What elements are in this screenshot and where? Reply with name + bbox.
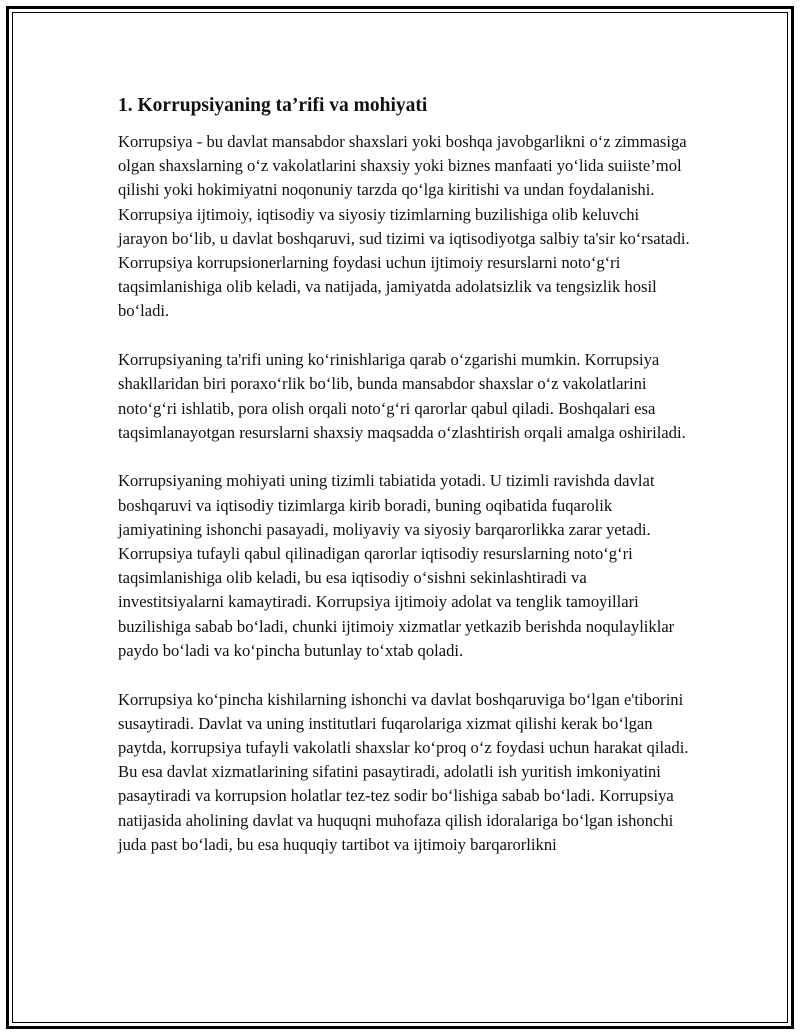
document-body — [118, 93, 690, 881]
section-heading: 1. Korrupsiyaning ta’rifi va mohiyati — [118, 95, 428, 116]
paragraph-trust: Korrupsiya ko‘pincha kishilarning ishonchi va davlat boshqaruviga bo‘lgan e'tiborini susaytiradi. Davlat va uning institutlari fuqarolariga xizmat qilishi kerak bo‘lgan paytda, korrupsiya tufayli vakolatli shaxslar ko‘proq o‘z foydasi uchun harakat qiladi. Bu esa davlat xizmatlarining sifatini pasaytiradi, adolatli ish yuritish imkoniyatini pasaytiradi va korrupsion holatlar tez-tez sodir bo‘lishiga sabab bo‘ladi. Korrupsiya natijasida aholining davlat va huquqni muhofaza qilish idoralariga bo‘lgan ishonchi juda past bo‘ladi, bu esa huquqiy tartibot va ijtimoiy barqarorlikni — [118, 689, 689, 854]
paragraph-definition: Korrupsiya - bu davlat mansabdor shaxslari yoki boshqa javobgarlikni o‘z zimmasiga olgan shaxslarning o‘z vakolatlarini shaxsiy yoki biznes manfaati yo‘lida suiiste’mol qilishi yoki hokimiyatni noqonuniy tarzda qo‘lga kiritishi va undan foydalanishi. Korrupsiya ijtimoiy, iqtisodiy va siyosiy tizimlarning buzilishiga olib keluvchi jarayon bo‘lib, u davlat boshqaruvi, sud tizimi va iqtisodiyotga salbiy ta'sir ko‘rsatadi. Korrupsiya korrupsionerlarning foydasi uchun ijtimoiy resurslarni noto‘g‘ri taqsimlanishiga olib keladi, va natijada, jamiyatda adolatsizlik va tengsizlik hosil bo‘ladi. — [118, 132, 690, 321]
paragraph-forms: Korrupsiyaning ta'rifi uning ko‘rinishlariga qarab o‘zgarishi mumkin. Korrupsiya shakllaridan biri poraxo‘rlik bo‘lib, bunda mansabdor shaxslar o‘z vakolatlarini noto‘g‘ri ishlatib, pora olish orqali noto‘g‘ri qarorlar qabul qiladi. Boshqalari esa taqsimlanayotgan resurslarni shaxsiy maqsadda o‘zlashtirish orqali amalga oshiriladi. — [118, 350, 686, 442]
paragraph-essence: Korrupsiyaning mohiyati uning tizimli tabiatida yotadi. U tizimli ravishda davlat boshqaruvi va iqtisodiy tizimlarga kirib boradi, buning oqibatida fuqarolik jamiyatining ishonchi pasayadi, moliyaviy va siyosiy barqarorlikka zarar yetadi. Korrupsiya tufayli qabul qilinadigan qarorlar iqtisodiy resurslarning noto‘g‘ri taqsimlanishiga olib keladi, bu esa iqtisodiy o‘sishni sekinlashtiradi va investitsiyalarni kamaytiradi. Korrupsiya ijtimoiy adolat va tenglik tamoyillari buzilishiga sabab bo‘ladi, chunki ijtimoiy xizmatlar yetkazib berishda noqulayliklar paydo bo‘ladi va ko‘pincha butunlay to‘xtab qoladi. — [118, 471, 675, 660]
